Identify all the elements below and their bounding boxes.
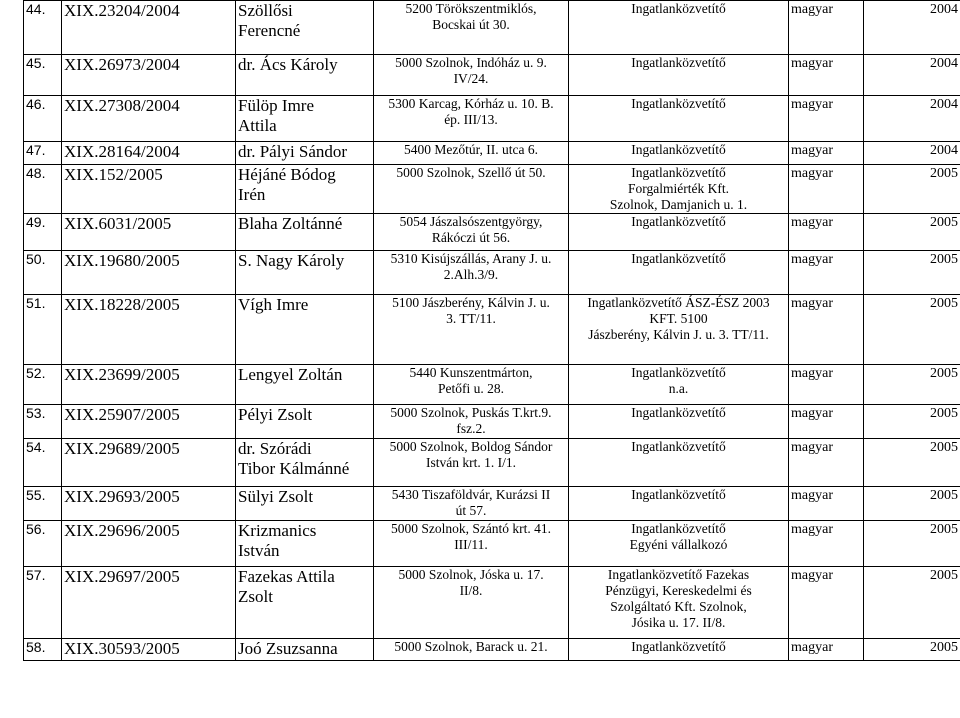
person-name-cell: Szöllősi Ferencné [236,1,374,55]
occupation-cell: Ingatlanközvetítő Egyéni vállalkozó [569,521,789,567]
address-cell: 5440 Kunszentmárton, Petőfi u. 28. [374,365,569,405]
year-cell: 2005 [864,639,960,661]
nationality-cell: magyar [789,439,864,487]
person-name-cell: Krizmanics István [236,521,374,567]
row-number-cell: 46. [24,96,62,142]
table-row [24,96,960,142]
table-row [24,251,960,295]
table-row [24,639,960,661]
table-row [24,439,960,487]
occupation-cell: Ingatlanközvetítő [569,639,789,661]
occupation-cell: Ingatlanközvetítő [569,214,789,251]
year-cell: 2004 [864,96,960,142]
occupation-cell: Ingatlanközvetítő [569,405,789,439]
row-number-cell: 50. [24,251,62,295]
row-number-cell: 55. [24,487,62,521]
nationality-cell: magyar [789,639,864,661]
nationality-cell: magyar [789,405,864,439]
year-cell: 2005 [864,214,960,251]
occupation-cell: Ingatlanközvetítő [569,96,789,142]
occupation-cell: Ingatlanközvetítő [569,142,789,165]
row-number-cell: 56. [24,521,62,567]
row-number-cell: 57. [24,567,62,639]
registration-number-cell: XIX.29697/2005 [62,567,236,639]
registration-number-cell: XIX.28164/2004 [62,142,236,165]
table-row [24,295,960,365]
row-number-cell: 51. [24,295,62,365]
person-name-cell: Fazekas Attila Zsolt [236,567,374,639]
address-cell: 5000 Szolnok, Szántó krt. 41. III/11. [374,521,569,567]
row-number-cell: 45. [24,55,62,96]
nationality-cell: magyar [789,55,864,96]
row-number-cell: 44. [24,1,62,55]
row-number-cell: 54. [24,439,62,487]
table-row [24,365,960,405]
address-cell: 5400 Mezőtúr, II. utca 6. [374,142,569,165]
registration-number-cell: XIX.30593/2005 [62,639,236,661]
table-row [24,405,960,439]
address-cell: 5000 Szolnok, Barack u. 21. [374,639,569,661]
address-cell: 5000 Szolnok, Puskás T.krt.9. fsz.2. [374,405,569,439]
table-row [24,487,960,521]
nationality-cell: magyar [789,1,864,55]
occupation-cell: Ingatlanközvetítő [569,55,789,96]
year-cell: 2005 [864,521,960,567]
registration-number-cell: XIX.29696/2005 [62,521,236,567]
year-cell: 2005 [864,365,960,405]
address-cell: 5000 Szolnok, Szellő út 50. [374,165,569,214]
address-cell: 5200 Törökszentmiklós, Bocskai út 30. [374,1,569,55]
occupation-cell: Ingatlanközvetítő Forgalmiérték Kft. Szolnok, Damjanich u. 1. [569,165,789,214]
nationality-cell: magyar [789,365,864,405]
year-cell: 2005 [864,405,960,439]
occupation-cell: Ingatlanközvetítő [569,487,789,521]
nationality-cell: magyar [789,165,864,214]
nationality-cell: magyar [789,96,864,142]
registration-number-cell: XIX.25907/2005 [62,405,236,439]
nationality-cell: magyar [789,251,864,295]
person-name-cell: Héjáné Bódog Irén [236,165,374,214]
occupation-cell: Ingatlanközvetítő [569,439,789,487]
row-number-cell: 49. [24,214,62,251]
occupation-cell: Ingatlanközvetítő n.a. [569,365,789,405]
occupation-cell: Ingatlanközvetítő [569,1,789,55]
person-name-cell: Lengyel Zoltán [236,365,374,405]
registration-number-cell: XIX.152/2005 [62,165,236,214]
year-cell: 2005 [864,439,960,487]
registry-table [23,0,960,661]
registration-number-cell: XIX.27308/2004 [62,96,236,142]
person-name-cell: dr. Ács Károly [236,55,374,96]
row-number-cell: 53. [24,405,62,439]
person-name-cell: Pélyi Zsolt [236,405,374,439]
nationality-cell: magyar [789,295,864,365]
occupation-cell: Ingatlanközvetítő ÁSZ-ÉSZ 2003 KFT. 5100 Jászberény, Kálvin J. u. 3. TT/11. [569,295,789,365]
row-number-cell: 58. [24,639,62,661]
person-name-cell: S. Nagy Károly [236,251,374,295]
registration-number-cell: XIX.29689/2005 [62,439,236,487]
address-cell: 5000 Szolnok, Boldog Sándor István krt. 1. I/1. [374,439,569,487]
registration-number-cell: XIX.29693/2005 [62,487,236,521]
address-cell: 5300 Karcag, Kórház u. 10. B. ép. III/13. [374,96,569,142]
address-cell: 5000 Szolnok, Jóska u. 17. II/8. [374,567,569,639]
row-number-cell: 47. [24,142,62,165]
registration-number-cell: XIX.6031/2005 [62,214,236,251]
table-row [24,142,960,165]
table-row [24,567,960,639]
person-name-cell: Sülyi Zsolt [236,487,374,521]
registration-number-cell: XIX.19680/2005 [62,251,236,295]
address-cell: 5100 Jászberény, Kálvin J. u. 3. TT/11. [374,295,569,365]
year-cell: 2004 [864,1,960,55]
occupation-cell: Ingatlanközvetítő [569,251,789,295]
table-row [24,214,960,251]
table-row [24,165,960,214]
address-cell: 5430 Tiszaföldvár, Kurázsi II út 57. [374,487,569,521]
nationality-cell: magyar [789,142,864,165]
nationality-cell: magyar [789,487,864,521]
address-cell: 5310 Kisújszállás, Arany J. u. 2.Alh.3/9. [374,251,569,295]
registration-number-cell: XIX.23699/2005 [62,365,236,405]
nationality-cell: magyar [789,214,864,251]
year-cell: 2004 [864,55,960,96]
person-name-cell: Fülöp Imre Attila [236,96,374,142]
nationality-cell: magyar [789,521,864,567]
person-name-cell: dr. Szórádi Tibor Kálmánné [236,439,374,487]
table-row [24,1,960,55]
row-number-cell: 48. [24,165,62,214]
registry-rows [24,1,960,661]
person-name-cell: Joó Zsuzsanna [236,639,374,661]
address-cell: 5054 Jászalsószentgyörgy, Rákóczi út 56. [374,214,569,251]
registration-number-cell: XIX.23204/2004 [62,1,236,55]
year-cell: 2005 [864,567,960,639]
year-cell: 2005 [864,295,960,365]
year-cell: 2005 [864,251,960,295]
person-name-cell: dr. Pályi Sándor [236,142,374,165]
year-cell: 2005 [864,487,960,521]
row-number-cell: 52. [24,365,62,405]
nationality-cell: magyar [789,567,864,639]
registration-number-cell: XIX.18228/2005 [62,295,236,365]
person-name-cell: Vígh Imre [236,295,374,365]
address-cell: 5000 Szolnok, Indóház u. 9. IV/24. [374,55,569,96]
year-cell: 2004 [864,142,960,165]
registration-number-cell: XIX.26973/2004 [62,55,236,96]
person-name-cell: Blaha Zoltánné [236,214,374,251]
occupation-cell: Ingatlanközvetítő Fazekas Pénzügyi, Kereskedelmi és Szolgáltató Kft. Szolnok, Jósika u. 17. II/8. [569,567,789,639]
table-row [24,55,960,96]
year-cell: 2005 [864,165,960,214]
table-row [24,521,960,567]
